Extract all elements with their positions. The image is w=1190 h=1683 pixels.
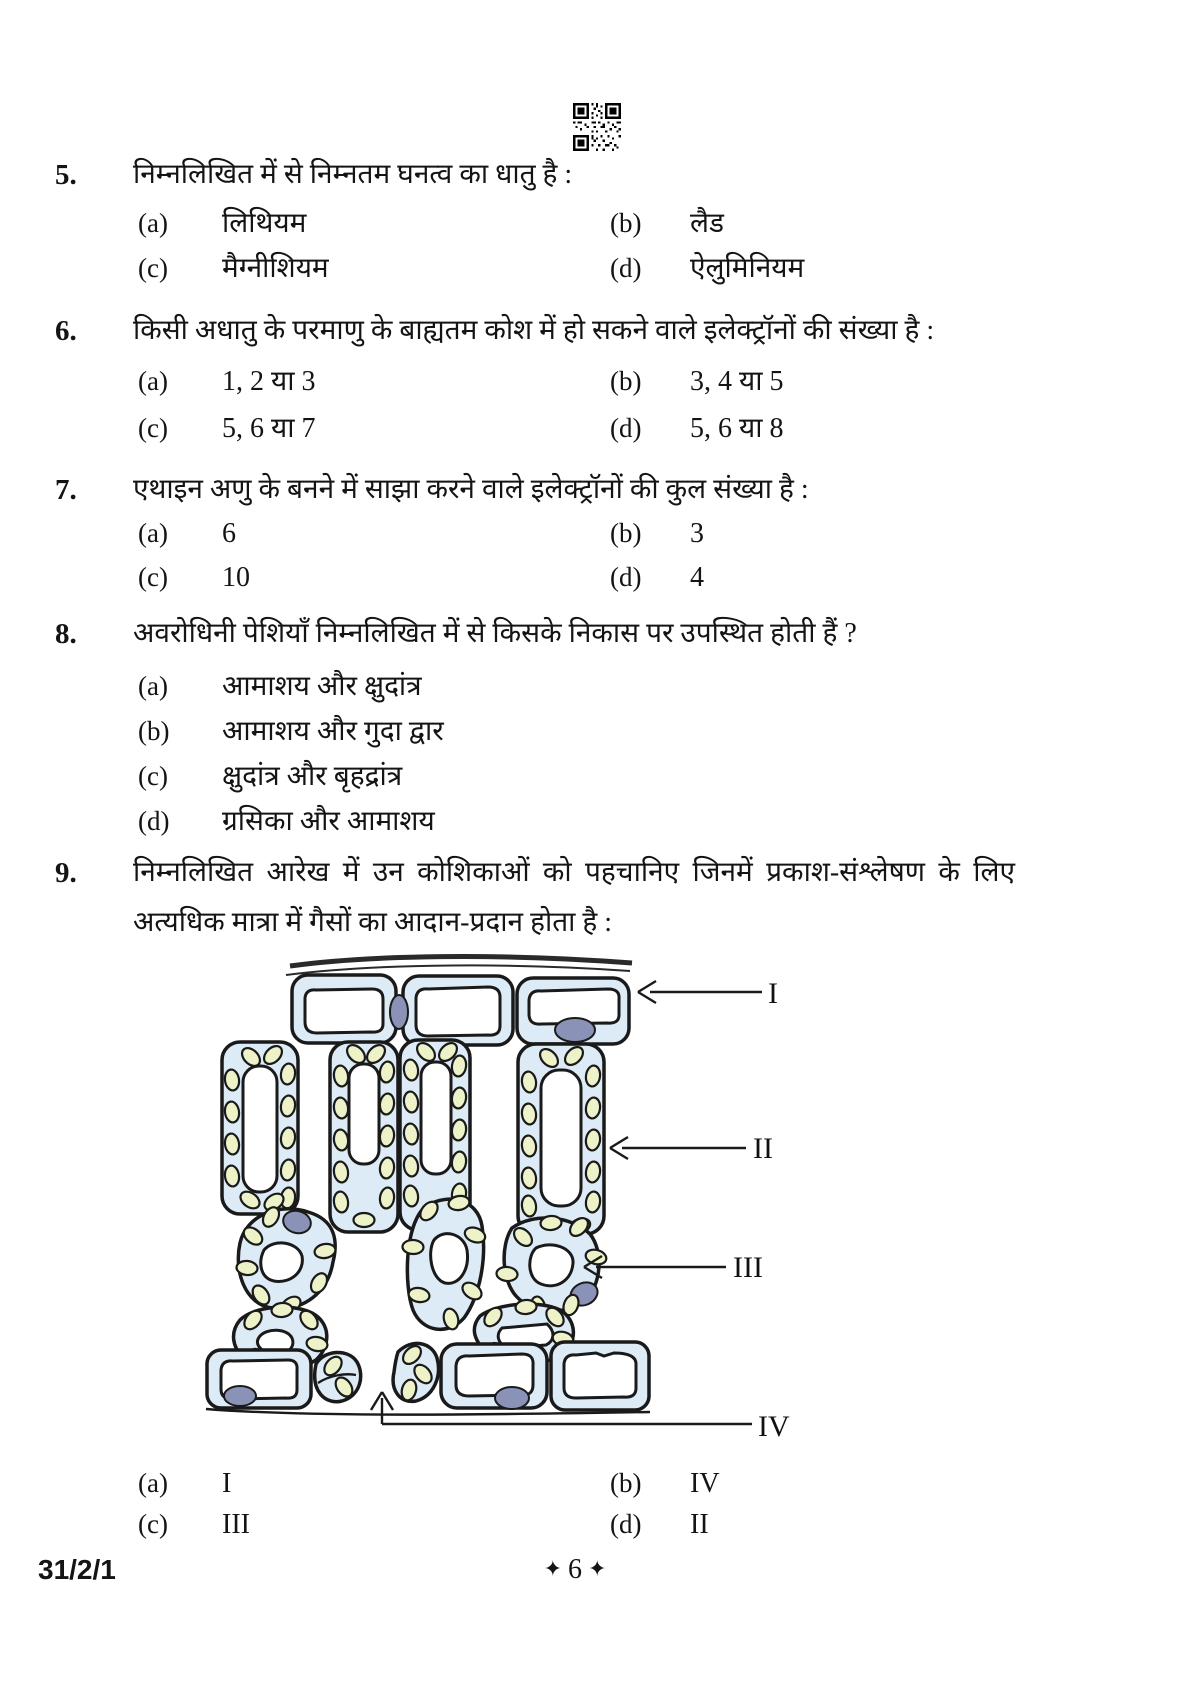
option-label: (a) bbox=[138, 208, 168, 238]
option-text: 5, 6 या 7 bbox=[222, 413, 316, 444]
option-label: (b) bbox=[610, 366, 642, 396]
option-label: (c) bbox=[138, 562, 168, 592]
option-text: 5, 6 या 8 bbox=[690, 413, 784, 444]
question-6-option-c bbox=[138, 408, 316, 446]
paper-code: 31/2/1 bbox=[38, 1554, 116, 1585]
upper-epidermis-cells bbox=[292, 975, 629, 1045]
label-line-II bbox=[610, 1137, 746, 1159]
option-label: (c) bbox=[138, 253, 168, 283]
option-label: (c) bbox=[138, 761, 168, 791]
option-text: II bbox=[690, 1509, 709, 1540]
ornament-icon: ✦ bbox=[543, 1556, 562, 1581]
question-text: निम्नलिखित में से निम्नतम घनत्व का धातु है : bbox=[133, 159, 573, 190]
option-text: 3, 4 या 5 bbox=[690, 366, 784, 397]
question-number: 6. bbox=[55, 315, 77, 347]
question-7 bbox=[55, 473, 1160, 508]
question-9-option-a bbox=[138, 1468, 231, 1500]
diagram-label-iv: IV bbox=[758, 1410, 790, 1443]
question-5 bbox=[55, 158, 1160, 193]
option-text: IV bbox=[690, 1468, 720, 1499]
question-7-option-c bbox=[138, 562, 250, 594]
question-text-line2: अत्यधिक मात्रा में गैसों का आदान-प्रदान होता है : bbox=[133, 907, 613, 938]
question-5-option-c bbox=[138, 248, 329, 286]
question-8-option-d bbox=[138, 801, 435, 839]
option-label: (d) bbox=[610, 253, 642, 283]
palisade-cells bbox=[222, 1040, 604, 1237]
option-label: (a) bbox=[138, 1468, 168, 1498]
page-number: 6 bbox=[568, 1554, 582, 1585]
option-text: क्षुदांत्र और बृहद्रांत्र bbox=[222, 761, 403, 792]
cuticle-line bbox=[286, 957, 632, 975]
option-text: III bbox=[222, 1509, 250, 1540]
question-5-option-a bbox=[138, 203, 306, 241]
option-label: (c) bbox=[138, 1509, 168, 1539]
option-label: (d) bbox=[610, 562, 642, 592]
diagram-label-ii: II bbox=[753, 1132, 773, 1165]
question-6-option-a bbox=[138, 361, 316, 399]
option-text: 3 bbox=[690, 518, 704, 549]
option-text: 10 bbox=[222, 562, 250, 593]
option-label: (a) bbox=[138, 518, 168, 548]
qr-code-icon bbox=[573, 103, 621, 151]
ornament-icon: ✦ bbox=[588, 1556, 607, 1581]
option-label: (b) bbox=[138, 716, 170, 746]
question-9-option-b bbox=[610, 1468, 720, 1500]
nucleus bbox=[390, 995, 408, 1029]
question-8 bbox=[55, 617, 1160, 652]
question-text: अवरोधिनी पेशियाँ निम्नलिखित में से किसके निकास पर उपस्थित होती हैं ? bbox=[133, 618, 857, 649]
question-9-option-c bbox=[138, 1509, 250, 1541]
label-line-I bbox=[638, 981, 762, 1003]
leaf-cross-section-diagram bbox=[190, 948, 802, 1450]
question-8-option-b bbox=[138, 711, 444, 749]
option-text: ग्रसिका और आमाशय bbox=[222, 806, 435, 837]
nucleus bbox=[555, 1018, 595, 1042]
question-text-line1: निम्नलिखित आरेख में उन कोशिकाओं को पहचानिए जिनमें प्रकाश-संश्लेषण के लिए bbox=[133, 857, 1015, 888]
option-label: (d) bbox=[610, 1509, 642, 1539]
question-7-option-a bbox=[138, 518, 236, 550]
question-5-option-b bbox=[610, 203, 724, 241]
option-label: (b) bbox=[610, 1468, 642, 1498]
option-text: 6 bbox=[222, 518, 236, 549]
question-7-option-b bbox=[610, 518, 704, 550]
option-text: आमाशय और गुदा द्वार bbox=[222, 716, 444, 747]
page-number-block bbox=[480, 1554, 670, 1586]
lower-epidermis-cells bbox=[206, 1342, 650, 1415]
option-label: (d) bbox=[138, 806, 170, 836]
question-7-option-d bbox=[610, 562, 704, 594]
question-number: 8. bbox=[55, 618, 77, 650]
option-label: (b) bbox=[610, 518, 642, 548]
question-8-option-c bbox=[138, 756, 402, 794]
question-number: 7. bbox=[55, 474, 77, 506]
question-text: किसी अधातु के परमाणु के बाह्यतम कोश में हो सकने वाले इलेक्ट्रॉनों की संख्या है : bbox=[133, 315, 935, 346]
question-number: 9. bbox=[55, 857, 77, 889]
diagram-label-i: I bbox=[768, 977, 778, 1010]
nucleus bbox=[224, 1386, 256, 1406]
option-label: (a) bbox=[138, 671, 168, 701]
question-number: 5. bbox=[55, 159, 77, 191]
question-6-option-b bbox=[610, 361, 784, 399]
question-6-option-d bbox=[610, 408, 784, 446]
option-text: 4 bbox=[690, 562, 704, 593]
question-9 bbox=[55, 856, 1160, 891]
option-text: लिथियम bbox=[222, 208, 307, 239]
option-text: मैग्नीशियम bbox=[222, 253, 329, 284]
question-6 bbox=[55, 314, 1160, 349]
question-5-option-d bbox=[610, 248, 804, 286]
option-text: I bbox=[222, 1468, 232, 1499]
option-label: (d) bbox=[610, 413, 642, 443]
option-label: (a) bbox=[138, 366, 168, 396]
option-text: ऐलुमिनियम bbox=[690, 253, 805, 284]
option-text: आमाशय और क्षुदांत्र bbox=[222, 671, 422, 702]
question-9-option-d bbox=[610, 1509, 709, 1541]
option-text: 1, 2 या 3 bbox=[222, 366, 316, 397]
option-text: लैड bbox=[690, 208, 724, 239]
option-label: (b) bbox=[610, 208, 642, 238]
diagram-label-iii: III bbox=[733, 1251, 763, 1284]
option-label: (c) bbox=[138, 413, 168, 443]
question-8-option-a bbox=[138, 666, 422, 704]
question-text: एथाइन अणु के बनने में साझा करने वाले इलेक्ट्रॉनों की कुल संख्या है : bbox=[133, 474, 809, 505]
nucleus bbox=[495, 1387, 529, 1409]
